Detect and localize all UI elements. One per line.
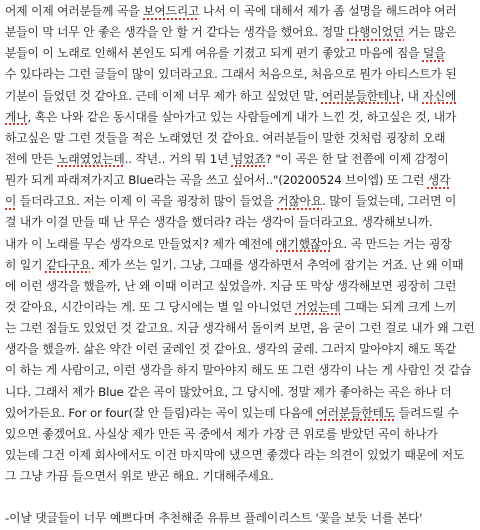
- text-run: 나서 이 곡에 대해서 제가 좀 설명을 해드려야 여러: [199, 4, 457, 18]
- text-line: [5, 170, 476, 191]
- text-run: ? "이 곡은 한 달 전쯤에 이제 감정이: [265, 151, 449, 166]
- text-run: 에 이런 생각을 했을까, 난 왜 이때 이러고 싶었을까. 지금 또 막상 생각해보면 굉장히 그런: [5, 278, 457, 293]
- text-line: [5, 360, 476, 381]
- text-run: 기분이 들었던 것 같아요. 근데 이제 너무 제가 하고 싶었던 말,: [5, 88, 322, 103]
- text-line: [5, 107, 476, 128]
- text-line: [5, 339, 476, 360]
- text-line: [5, 149, 476, 170]
- text-run: -이날 댓글들이 너무 예쁘다며 추천해준 유튜브 플레이리스트 '꽃을 보듯 너를 본다': [5, 511, 423, 526]
- spellcheck-word: 덜을: [422, 46, 446, 61]
- spellcheck-word: 생각: [427, 173, 451, 188]
- text-run: 거는 많은: [404, 25, 457, 40]
- text-line: [5, 234, 476, 255]
- text-run: 어제 이제 여러분들께 곡을: [5, 4, 144, 18]
- text-line: [5, 22, 476, 43]
- text-run: 내가 이 노래를 무슨 생각으로 만들었지? 제가 예전에: [5, 236, 277, 251]
- text-line: [5, 43, 476, 64]
- spellcheck-word: 여러분들한테나: [321, 88, 401, 103]
- caption-line: [5, 508, 476, 529]
- text-run: 걸 내가 이걸 만들 때 난 무슨 생각을 했더라? 라는 생각이 들더라고요. 생각해보니까.: [5, 215, 433, 230]
- text-line: [5, 276, 476, 297]
- spellcheck-word: 이: [5, 194, 17, 209]
- text-line: [5, 297, 476, 318]
- spellcheck-word: 같다구요: [45, 257, 91, 272]
- spellcheck-word: 다행이었던: [347, 25, 405, 40]
- text-run: . 제가 쓰는 일기. 그냥, 그때를 생각하면서 추억에 잠기는 거죠. 난 왜 이때: [90, 257, 464, 272]
- text-run: 들더라고요. 저는 이제 이 곡을 굉장히 많이 들었을: [16, 194, 278, 209]
- text-run: 분들이 이 노래로 인해서 본인도 되게 여유를 기졌고 되게 편기 좋았고 마음에 짐을: [5, 46, 423, 61]
- text-line: [5, 191, 476, 212]
- text-run: 니다. 그래서 제가 Blue 같은 곡이 많았어요, 그 당시에. 정말 제가 좋아하는 곡은 하나 더: [5, 384, 452, 399]
- spellcheck-word: 여러분들한테도: [316, 405, 396, 420]
- text-run: 히 일기: [5, 257, 46, 272]
- text-line: [5, 255, 476, 276]
- text-line: [5, 424, 476, 445]
- spellcheck-word: 거었는데: [295, 299, 341, 314]
- spellcheck-word: 자신에: [422, 88, 457, 103]
- text-run: 분들이 막 너무 안 좋은 생각을 안 할 거 같다는 생각을 했어요. 정말: [5, 25, 348, 40]
- text-line: [5, 318, 476, 339]
- text-run: 전에 만든: [5, 151, 58, 166]
- spellcheck-word: 게나: [5, 109, 28, 124]
- text-line: [5, 466, 476, 487]
- text-run: 수 있다라는 그런 글들이 많이 있더라고요. 그래서 처음으로, 처음으로 뭔가 아티스트가 된: [5, 67, 457, 82]
- text-line: [5, 445, 476, 466]
- text-run: , 내: [400, 88, 423, 103]
- text-run: . 많이 들었는데, 그러면 이: [322, 194, 457, 209]
- text-run: 그때는 되게 크게 느끼: [340, 299, 457, 314]
- text-run: 있어가든요. For or four(잘 안 들림)라는 곡이 있는데 다음에: [5, 405, 317, 420]
- text-run: 생각을 했을까. 삶은 약간 이런 굴레인 것 같아요. 생각의 굴레. 그러지 말아야지 해도 똑같: [5, 342, 457, 357]
- text-run: , 혹은 나와 같은 동시대를 살아가고 있는 사람들에게 내가 느낀 것, 하고싶은 것, 내가: [27, 109, 457, 124]
- text-run: 요. 곡 만드는 거는 굉장: [332, 236, 452, 251]
- text-run: 있는데 그건 이제 회사에서도 이건 마지막에 냈으면 좋겠다 라는 의견이 있었기 때문에 저도: [5, 447, 465, 462]
- text-run: 있으면 좋겠어요. 사실상 제가 만든 곡 중에서 제가 가장 큰 위로를 받았던 곡이 하나가: [5, 426, 438, 441]
- text-line: [5, 212, 476, 233]
- text-line: [5, 1, 476, 22]
- text-run: 그 그냥 가끔 들으면서 위로 받곤 해요. 기대해주세요.: [5, 469, 274, 484]
- text-line: [5, 382, 476, 403]
- spellcheck-word: 거잖아요: [277, 194, 323, 209]
- spellcheck-word: 보여드리고: [143, 4, 200, 18]
- text-run: 는 그런 점들도 있었던 것 같고요. 지금 생각해서 돌이켜 보면, 음 굳이 그런 걸로 내가 왜 그런: [5, 321, 475, 336]
- text-line: [5, 86, 476, 107]
- spellcheck-word: 노래였었는데: [57, 151, 125, 166]
- blank-line: [5, 487, 476, 508]
- text-run: 하고싶은 말 그런 것들을 적은 노래였던 것 같아요. 여러분들이 말한 것처럼 굉장히 오래: [5, 130, 446, 145]
- text-run: 들려드릴 수: [395, 405, 459, 420]
- text-line: [5, 128, 476, 149]
- spellcheck-word: 넘었죠: [231, 151, 266, 166]
- spellcheck-word: 얘기했잖아: [276, 236, 333, 251]
- text-line: [5, 403, 476, 424]
- text-run: 뭔가 되게 파래져가지고 Blue라는 곡을 쓰고 싶어서.."(20200524 브이엡) 또 그런: [5, 173, 428, 188]
- text-run: .. 작년.. 거의 뭐 1년: [124, 151, 232, 166]
- text-line: [5, 64, 476, 85]
- text-run: 이 하는 게 사람이고, 이런 생각을 하지 말아야지 해도 또 그런 생각이 나는 게 사람인 것 같습: [5, 363, 472, 378]
- text-run: 것 같아요, 시간이라는 게. 또 그 당시에는 별 일 아니었던: [5, 299, 296, 314]
